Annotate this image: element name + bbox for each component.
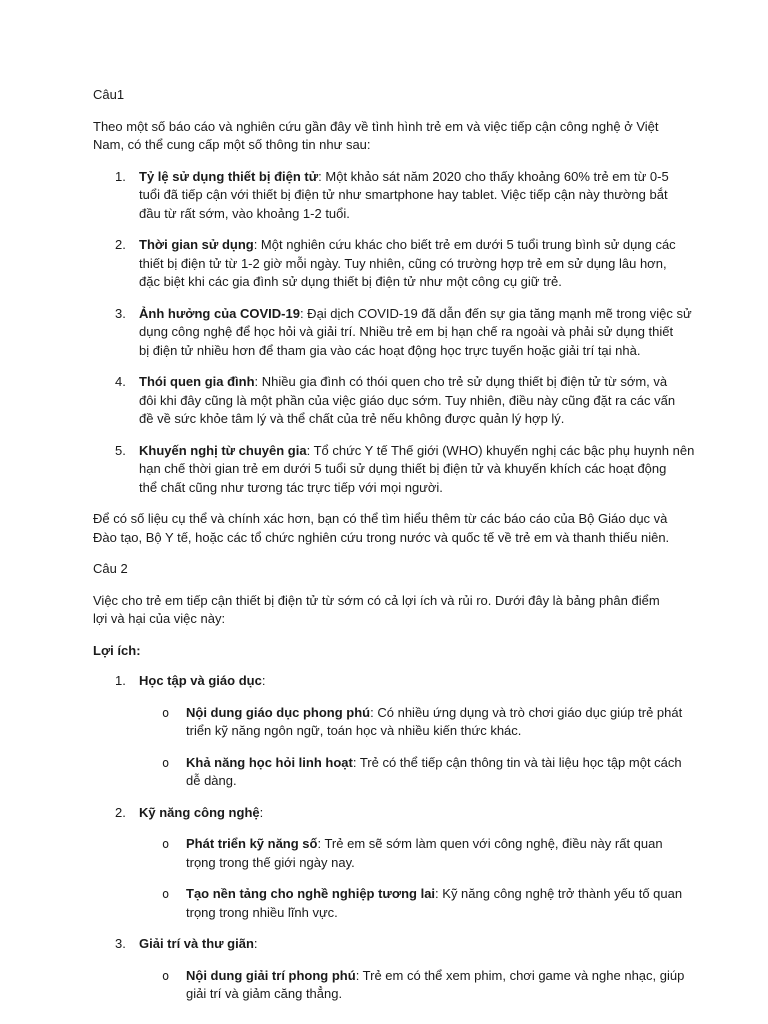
list-item: 2. Kỹ năng công nghệ: o Phát triển kỹ năng số: Trẻ em sẽ sớm làm quen với công nghệ, điều này rất quan trọng trong thế giới ngày nay. o Tạo nền tảng cho nghề nghiệp tương lai: Kỹ năng công nghệ trở thành yếu tố quan trọng trong nhiều lĩnh vực.: [93, 804, 681, 923]
question-2-heading: Câu 2: [93, 561, 128, 576]
sub-list-item: o Nội dung giáo dục phong phú: Có nhiều ứng dụng và trò chơi giáo dục giúp trẻ phát triển kỹ năng ngôn ngữ, toán học và nhiều kiến thức khác.: [162, 704, 683, 738]
bullet-icon: o: [162, 755, 170, 770]
question-1-list: [93, 168, 695, 498]
list-item: 4. Thói quen gia đình: Nhiều gia đình có thói quen cho trẻ sử dụng thiết bị điện tử từ sớm, và đôi khi đây cũng là một phần của việc giáo dục sớm. Tuy nhiên, điều này cũng đặt ra các vấn đề về sức khỏe tâm lý và thể chất của trẻ nếu không được quản lý hợp lý.: [115, 374, 676, 426]
question-1-intro: Theo một số báo cáo và nghiên cứu gần đây về tình hình trẻ em và việc tiếp cận công nghệ ở Việt Nam, có thể cung cấp một số thông tin như sau:: [93, 118, 659, 152]
question-2-intro: Việc cho trẻ em tiếp cận thiết bị điện tử từ sớm có cả lợi ích và rủi ro. Dưới đây là bảng phân điểm lợi và hại của việc này:: [93, 592, 660, 626]
bullet-icon: o: [162, 837, 170, 851]
sub-list-item: o Khả năng học hỏi linh hoạt: Trẻ có thể tiếp cận thông tin và tài liệu học tập một cách dễ dàng.: [162, 754, 682, 788]
document-page: [93, 86, 695, 1017]
list-item: 3. Ảnh hưởng của COVID-19: Đại dịch COVID-19 đã dẫn đến sự gia tăng mạnh mẽ trong việc sử dụng công nghệ để học hỏi và giải trí. Nhiều trẻ em bị hạn chế ra ngoài và phải sử dụng thiết bị điện tử nhiều hơn để tham gia vào các hoạt động học trực tuyến hoặc giải trí tại nhà.: [115, 305, 692, 358]
sub-list-item: o Phát triển kỹ năng số: Trẻ em sẽ sớm làm quen với công nghệ, điều này rất quan trọng trong thế giới ngày nay.: [162, 836, 663, 870]
list-item: 3. Giải trí và thư giãn: o Nội dung giải trí phong phú: Trẻ em có thể xem phim, chơi game và nghe nhạc, giúp giải trí và giảm căng thẳng.: [93, 935, 681, 1004]
sub-list-item: o Tạo nền tảng cho nghề nghiệp tương lai: Kỹ năng công nghệ trở thành yếu tố quan trọng trong nhiều lĩnh vực.: [162, 886, 683, 920]
benefits-label: Lợi ích:: [93, 642, 141, 658]
list-item: 5. Khuyến nghị từ chuyên gia: Tổ chức Y tế Thế giới (WHO) khuyến nghị các bậc phụ huynh nên hạn chế thời gian trẻ em dưới 5 tuổi sử dụng thiết bị điện tử và khuyến khích các hoạt động thể chất cũng như tương tác trực tiếp với mọi người.: [115, 442, 695, 495]
sub-list: [139, 835, 681, 922]
benefits-list: [93, 672, 685, 1004]
list-item: 1. Học tập và giáo dục: o Nội dung giáo dục phong phú: Có nhiều ứng dụng và trò chơi giáo dục giúp trẻ phát triển kỹ năng ngôn ngữ, toán học và nhiều kiến thức khác. o Khả năng học hỏi linh hoạt: Trẻ có thể tiếp cận thông tin và tài liệu học tập một cách dễ dàng.: [93, 672, 681, 791]
list-item: 1. Tỷ lệ sử dụng thiết bị điện tử: Một khảo sát năm 2020 cho thấy khoảng 60% trẻ em từ 0-5 tuổi đã tiếp cận với thiết bị điện tử như smartphone hay tablet. Việc tiếp cận này thường bắt đầu từ rất sớm, vào khoảng 1-2 tuổi.: [115, 168, 669, 221]
bullet-icon: o: [162, 887, 170, 901]
question-1-outro: Để có số liệu cụ thể và chính xác hơn, bạn có thể tìm hiểu thêm từ các báo cáo của Bộ Giáo dục và Đào tạo, Bộ Y tế, hoặc các tổ chức nghiên cứu trong nước và quốc tế về trẻ em và thanh thiếu niên.: [93, 511, 670, 545]
sub-list: [139, 704, 681, 791]
bullet-icon: o: [162, 968, 170, 983]
sub-list-item: o Nội dung giải trí phong phú: Trẻ em có thể xem phim, chơi game và nghe nhạc, giúp giải trí và giảm căng thẳng.: [162, 967, 685, 1001]
list-item: 2. Thời gian sử dụng: Một nghiên cứu khác cho biết trẻ em dưới 5 tuổi trung bình sử dụng các thiết bị điện tử từ 1-2 giờ mỗi ngày. Tuy nhiên, cũng có trường hợp trẻ em sử dụng lâu hơn, đặc biệt khi các gia đình sử dụng thiết bị điện tử như một công cụ giữ trẻ.: [115, 237, 676, 289]
question-1-heading: Câu1: [93, 87, 125, 102]
bullet-icon: o: [162, 705, 170, 720]
